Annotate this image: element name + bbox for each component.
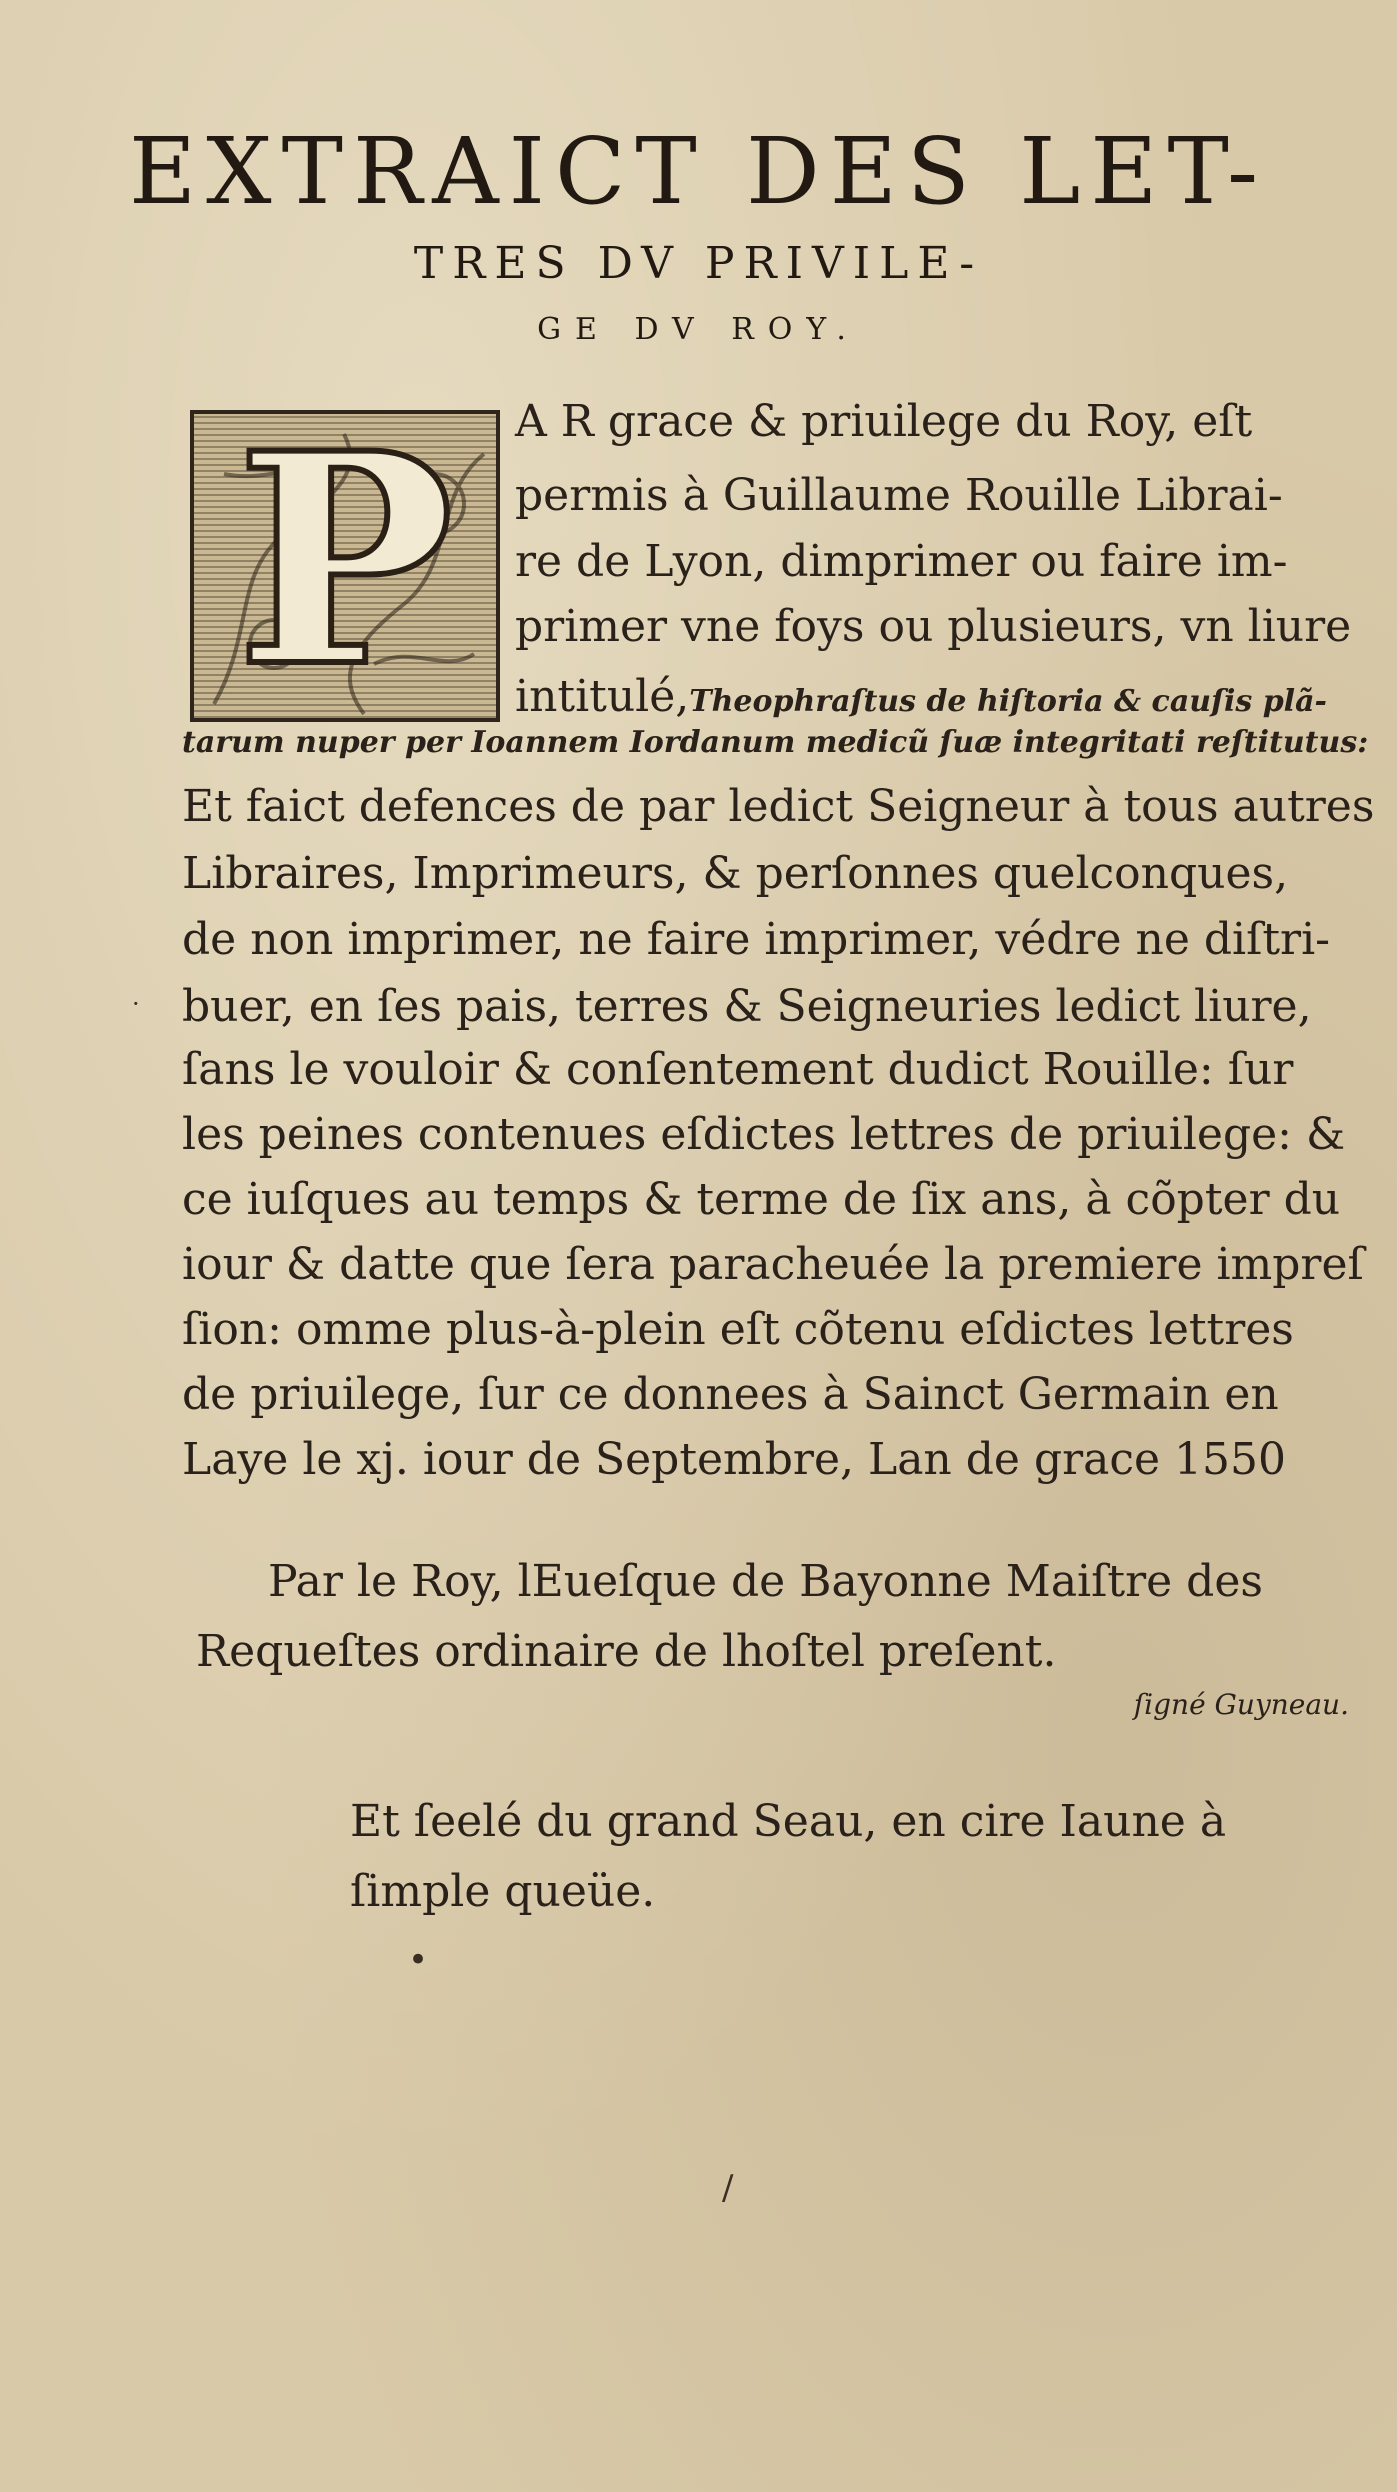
body-line-17: Laye le xj. iour de Septembre, Lan de grace 1550	[182, 1434, 1287, 1485]
ink-speck-icon: •	[408, 1940, 429, 1980]
initial-letter: P	[235, 410, 455, 722]
body-line-3: re de Lyon, dimprimer ou faire im-	[515, 536, 1288, 587]
ink-dot-icon: ·	[132, 990, 140, 1018]
body-line-13: ce iuſques au temps & terme de ſix ans, à cõpter du	[182, 1174, 1341, 1225]
body-line-1: A R grace & priuilege du Roy, eſt	[515, 396, 1253, 447]
body-line-16: de priuilege, ſur ce donnees à Sainct Germain en	[182, 1369, 1279, 1420]
decorated-initial	[190, 410, 500, 722]
body-line-10: buer, en ſes pais, terres & Seigneuries ledict liure,	[182, 981, 1312, 1032]
body-line-15: ſion: omme plus-à-plein eſt cõtenu eſdictes lettres	[182, 1304, 1294, 1355]
body-line-11: ſans le vouloir & conſentement dudict Rouille: ſur	[182, 1044, 1294, 1095]
signature: ſigné Guyneau.	[1133, 1688, 1349, 1721]
body-line-9: de non imprimer, ne faire imprimer, védre ne diſtri-	[182, 914, 1331, 965]
seal-line-1: Et ſeelé du grand Seau, en cire Iaune à	[350, 1796, 1227, 1847]
body-line-8: Libraires, Imprimeurs, & perſonnes quelconques,	[182, 848, 1289, 899]
ink-stroke-icon: /	[722, 2168, 734, 2208]
latin-title-part-1: Theophraſtus de hiſtoria & cauſis plã-	[689, 684, 1327, 719]
body-line-2: permis à Guillaume Rouille Librai-	[515, 470, 1283, 521]
body-line-6: tarum nuper per Ioannem Iordanum medicũ ſuæ integritati reſtitutus:	[182, 725, 1369, 760]
body-line-12: les peines contenues eſdictes lettres de priuilege: &	[182, 1109, 1346, 1160]
closing-line-1: Par le Roy, lEueſque de Bayonne Maiſtre des	[268, 1556, 1263, 1607]
body-line-4: primer vne foys ou plusieurs, vn liure	[515, 601, 1352, 652]
intitule-text: intitulé,	[515, 671, 690, 722]
closing-line-2: Requeſtes ordinaire de lhoſtel preſent.	[196, 1626, 1057, 1677]
heading-line-3: GE DV ROY.	[537, 312, 860, 347]
body-line-14: iour & datte que ſera paracheuée la premiere impreſ	[182, 1239, 1364, 1290]
body-line-7: Et faict defences de par ledict Seigneur à tous autres	[182, 781, 1375, 832]
heading-line-2: TRES DV PRIVILE-	[413, 238, 984, 289]
body-line-5	[515, 671, 1327, 722]
heading-line-1: EXTRAICT DES LET-	[128, 118, 1269, 225]
seal-line-2: ſimple queüe.	[350, 1866, 656, 1917]
